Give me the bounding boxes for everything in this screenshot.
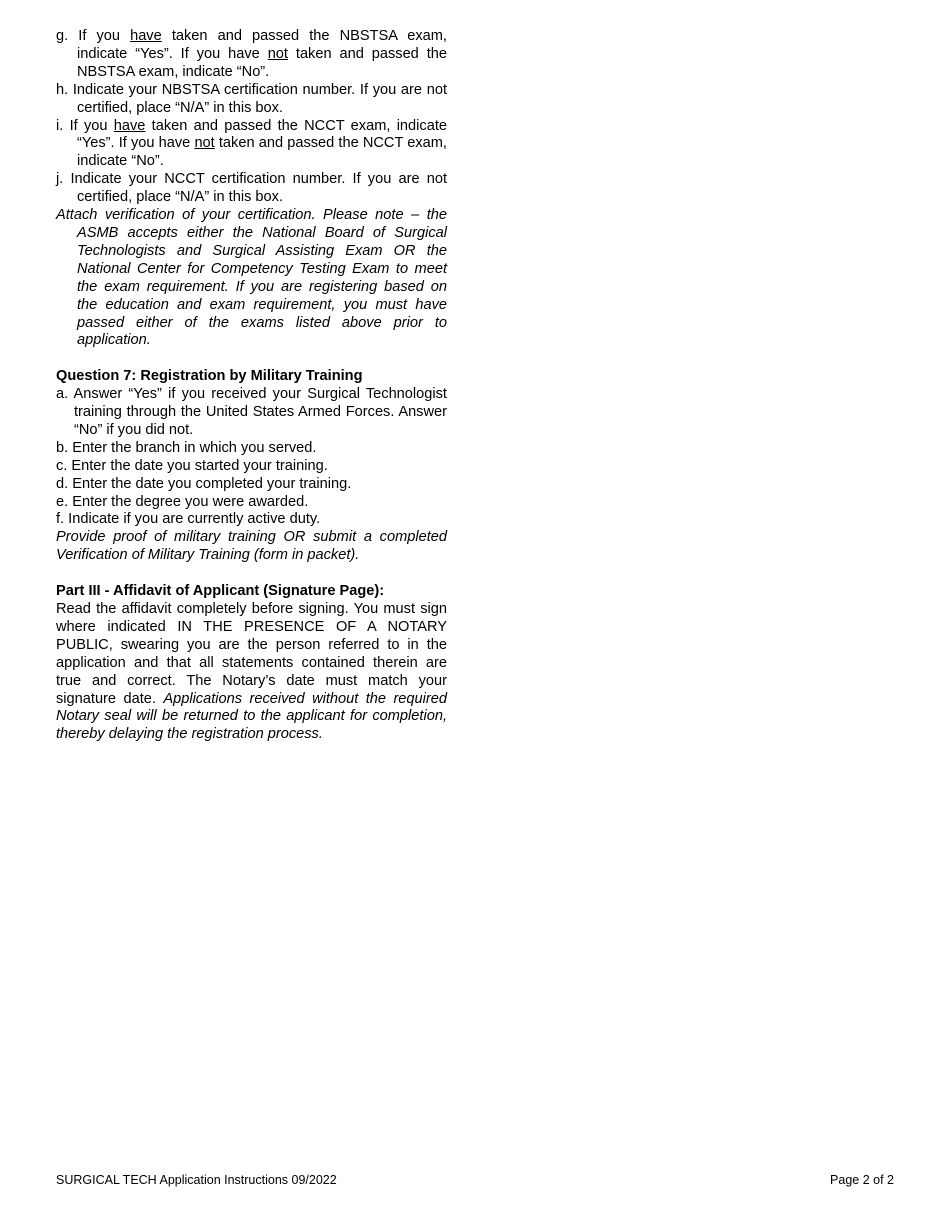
part3-body	[56, 601, 447, 744]
instruction-g-underline-not: not	[267, 45, 288, 62]
military-note: Provide proof of military training OR submit a completed Verification of Military Training (form in packet).	[56, 529, 447, 564]
question7-item-b: b. Enter the branch in which you served.	[56, 439, 317, 456]
question7-item-d: d. Enter the date you completed your training.	[56, 475, 352, 492]
footer-document-title: SURGICAL TECH Application Instructions 09/2022	[56, 1173, 337, 1187]
question7-item-a: a. Answer “Yes” if you received your Surgical Technologist training through the United States Armed Forces. Answer “No” if you did not.	[56, 386, 447, 438]
question7-item-f: f. Indicate if you are currently active duty.	[56, 511, 321, 528]
instruction-g-text-3: taken and passed the NBSTSA exam, indicate “No”.	[77, 45, 447, 80]
spacer	[56, 350, 447, 368]
instruction-j: j. Indicate your NCCT certification number. If you are not certified, place “N/A” in this box.	[56, 171, 447, 206]
question7-item-e: e. Enter the degree you were awarded.	[56, 493, 309, 510]
instruction-i-underline-have: have	[113, 117, 146, 134]
part3-body-italic: Applications received without the required Notary seal will be returned to the applicant for completion, thereby delaying the registration process.	[56, 690, 447, 743]
instruction-h: h. Indicate your NBSTSA certification number. If you are not certified, place “N/A” in this box.	[56, 81, 447, 116]
part3-heading: Part III - Affidavit of Applicant (Signature Page):	[56, 583, 385, 600]
footer-page-number: Page 2 of 2	[830, 1173, 894, 1187]
instruction-i-text-3: taken and passed the NCCT exam, indicate “No”.	[77, 135, 447, 170]
instruction-i-text-1: i. If you	[56, 117, 114, 134]
instructions-column	[56, 28, 447, 744]
question7-item-c: c. Enter the date you started your training.	[56, 457, 328, 474]
instruction-g-text-2: taken and passed the NBSTSA exam, indicate “Yes”. If you have	[77, 28, 447, 62]
spacer	[56, 565, 447, 583]
instruction-g	[56, 28, 447, 82]
instruction-g-underline-have: have	[130, 28, 162, 44]
instruction-i-text-2: taken and passed the NCCT exam, indicate “Yes”. If you have	[77, 117, 447, 152]
instruction-g-text-1: g. If you	[56, 28, 131, 44]
certification-note: Attach verification of your certification. Please note – the ASMB accepts either the National Board of Surgical Technologists and Surgical Assisting Exam OR the National Center for Competency Testing Exam to meet the exam requirement. If you are registering based on the education and exam requirement, you must have passed either of the exams listed above prior to application.	[56, 207, 447, 349]
instruction-i	[56, 118, 447, 172]
part3-body-text: Read the affidavit completely before signing. You must sign where indicated IN THE PRESENCE OF A NOTARY PUBLIC, swearing you are the person referred to in the application and that all statements contained therein are true and correct. The Notary’s date must match your signature date.	[56, 600, 447, 707]
instruction-i-underline-not: not	[194, 135, 215, 152]
question7-heading: Question 7: Registration by Military Training	[56, 368, 363, 385]
